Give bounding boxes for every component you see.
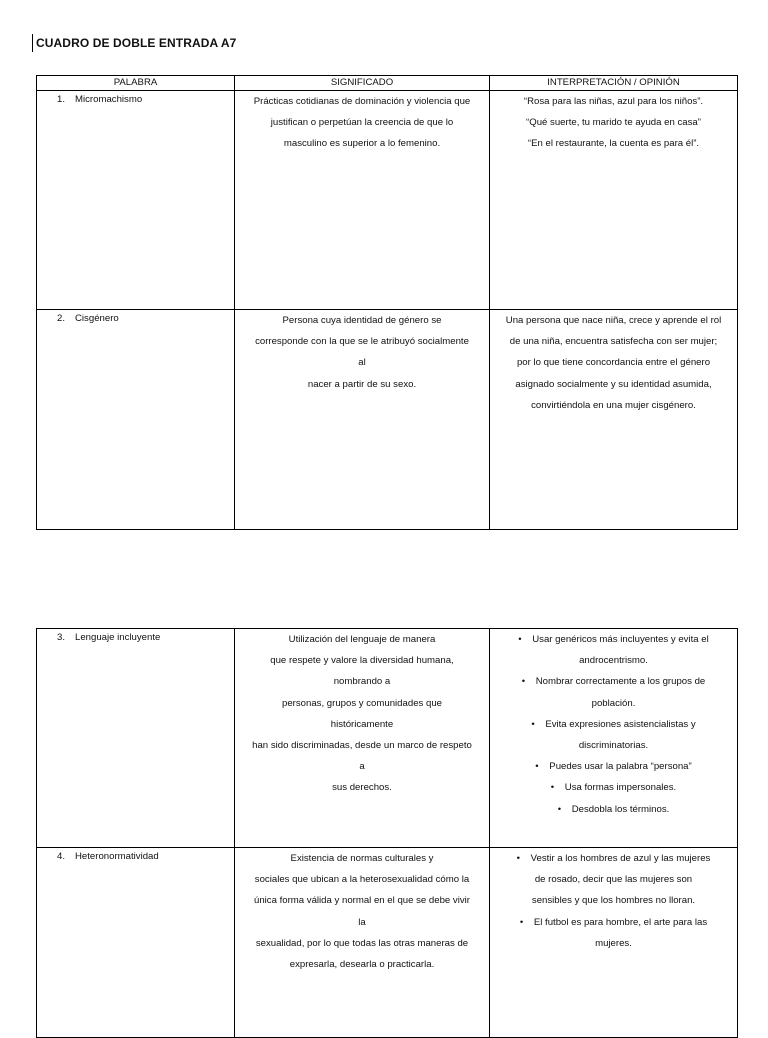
table-row-cisgenero — [37, 310, 738, 530]
bullet-item — [492, 848, 735, 912]
bullet-icon: • — [521, 676, 526, 688]
bullet-item — [492, 777, 735, 798]
header-row — [37, 76, 738, 91]
text-line: Usa formas impersonales. — [564, 782, 677, 794]
text-line: sexualidad, por lo que todas las otras maneras de — [255, 937, 469, 949]
bullet-item — [492, 671, 735, 713]
text-line: sensibles y que los hombres no lloran. — [531, 895, 696, 907]
text-line: personas, grupos y comunidades que — [282, 697, 442, 709]
text-line: androcentrismo. — [579, 655, 648, 667]
table-row-lenguaje-incluyente — [37, 629, 738, 848]
table-row-micromachismo — [37, 91, 738, 310]
bullet-icon: • — [516, 853, 520, 864]
text-line: corresponde con la que se le atribuyó socialmente — [255, 336, 469, 348]
double-entry-table-2 — [36, 628, 738, 1038]
text-line: Evita expresiones asistencialistas y — [545, 718, 696, 730]
text-line: El futbol es para hombre, el arte para las — [533, 916, 708, 928]
bullet-icon: • — [557, 803, 562, 815]
bullet-item — [492, 756, 735, 777]
interpretacion-cell — [490, 629, 738, 848]
interpretacion-cell — [490, 848, 738, 1038]
text-line: Prácticas cotidianas de dominación y violencia que — [253, 96, 471, 107]
text-line: justifican o perpetúan la creencia de que lo — [270, 117, 454, 129]
bullet-item — [492, 714, 735, 756]
word-label: Cisgénero — [75, 313, 119, 324]
text-line: discriminatorias. — [578, 740, 649, 752]
text-line: nacer a partir de su sexo. — [307, 378, 417, 390]
word-cell — [37, 629, 235, 848]
text-line: de una niña, encuentra satisfecha con ser mujer; — [509, 336, 718, 348]
word-cell — [37, 91, 235, 310]
document-title: CUADRO DE DOBLE ENTRADA A7 — [32, 34, 236, 52]
text-line: asignado socialmente y su identidad asumida, — [515, 378, 712, 390]
text-line: convirtiéndola en una mujer cisgénero. — [531, 399, 696, 411]
row-number: 1. — [57, 94, 66, 105]
row-number: 4. — [57, 851, 66, 862]
text-line: han sido discriminadas, desde un marco de respeto — [252, 740, 472, 752]
text-line: expresarla, desearla o practicarla. — [289, 959, 435, 971]
text-line: Utilización del lenguaje de manera — [288, 634, 436, 645]
text-line: sus derechos. — [332, 782, 392, 794]
bullet-icon: • — [531, 718, 535, 730]
bullet-icon: • — [550, 782, 555, 794]
table-row-heteronormatividad — [37, 848, 738, 1038]
text-line: por lo que tiene concordancia entre el género — [516, 357, 711, 369]
bullet-icon: • — [535, 761, 539, 773]
bullet-item — [492, 629, 735, 671]
text-line: “Qué suerte, tu marido te ayuda en casa” — [526, 117, 701, 129]
text-line: masculino es superior a lo femenino. — [283, 138, 441, 150]
bullet-icon: • — [519, 916, 524, 928]
interpretacion-cell — [490, 310, 738, 530]
double-entry-table-1 — [36, 75, 738, 530]
text-line: población. — [591, 697, 636, 709]
text-line: “En el restaurante, la cuenta es para él”. — [527, 138, 700, 150]
word-cell — [37, 848, 235, 1038]
word-label: Heteronormatividad — [75, 851, 159, 862]
text-line: única forma válida y normal en el que se debe vivir — [254, 895, 470, 907]
text-line: la — [358, 916, 366, 928]
word-label: Micromachismo — [75, 94, 143, 105]
text-line: nombrando a — [333, 676, 391, 688]
text-line: mujeres. — [595, 937, 632, 949]
significado-cell — [235, 629, 490, 848]
text-line: al — [358, 357, 366, 369]
header-interpretacion: INTERPRETACIÓN / OPINIÓN — [490, 76, 738, 91]
text-line: Una persona que nace niña, crece y aprende el rol — [505, 315, 722, 326]
text-line: de rosado, decir que las mujeres son — [534, 874, 693, 886]
text-line: sociales que ubican a la heterosexualidad cómo la — [254, 874, 470, 886]
text-line: “Rosa para las niñas, azul para los niños”. — [523, 96, 704, 107]
header-significado: SIGNIFICADO — [235, 76, 490, 91]
text-line: Persona cuya identidad de género se — [282, 315, 442, 326]
text-line: Existencia de normas culturales y — [290, 853, 434, 864]
text-line: Vestir a los hombres de azul y las mujeres — [530, 853, 711, 864]
text-line: a — [359, 761, 365, 773]
text-line: Desdobla los términos. — [571, 803, 670, 815]
header-palabra: PALABRA — [37, 76, 235, 91]
row-number: 3. — [57, 632, 66, 643]
text-line: Usar genéricos más incluyentes y evita el — [532, 634, 709, 645]
bullet-icon: • — [518, 634, 522, 645]
text-line: Puedes usar la palabra “persona” — [549, 761, 692, 773]
word-label: Lenguaje incluyente — [75, 632, 161, 643]
text-line: que respete y valore la diversidad humana, — [270, 655, 454, 667]
word-cell — [37, 310, 235, 530]
bullet-item — [492, 799, 735, 820]
bullet-item — [492, 912, 735, 954]
text-line: Nombrar correctamente a los grupos de — [535, 676, 706, 688]
row-number: 2. — [57, 313, 66, 324]
significado-cell — [235, 848, 490, 1038]
text-line: históricamente — [330, 718, 394, 730]
interpretacion-cell — [490, 91, 738, 310]
significado-cell — [235, 91, 490, 310]
significado-cell — [235, 310, 490, 530]
